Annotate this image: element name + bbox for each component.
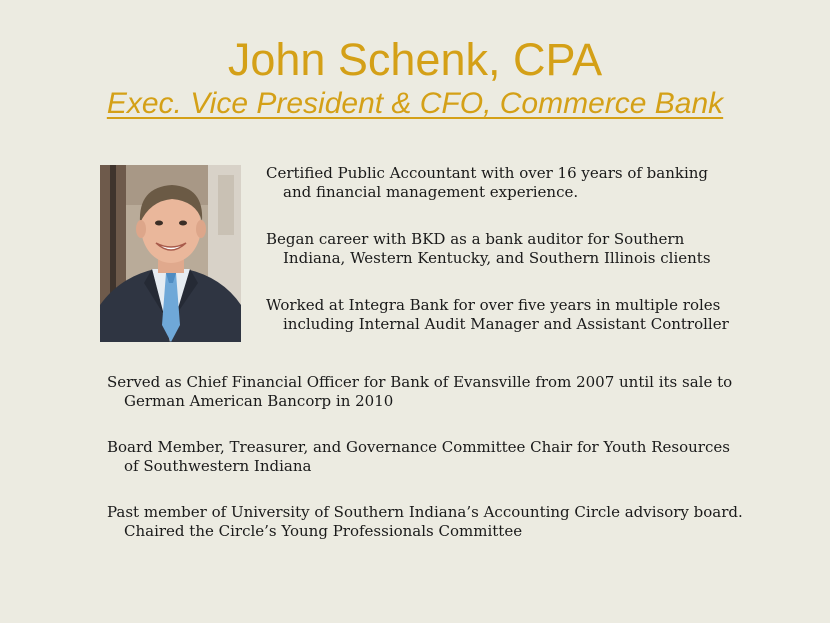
bullet-list-full-width — [107, 373, 747, 568]
slide-subtitle: Exec. Vice President & CFO, Commerce Bank — [106, 87, 724, 120]
bullet-usi-accounting-circle: Past member of University of Southern Indiana’s Accounting Circle advisory board. Chaired the Circle’s Young Professionals Committee — [107, 503, 743, 540]
bullet-bkd-career: Began career with BKD as a bank auditor for Southern Indiana, Western Kentucky, and Southern Illinois clients — [266, 230, 711, 267]
bullet-cpa-experience: Certified Public Accountant with over 16 years of banking and financial management experience. — [266, 164, 709, 201]
bullet-list-beside-photo — [266, 164, 736, 362]
bullet-youth-resources: Board Member, Treasurer, and Governance Committee Chair for Youth Resources of Southwestern Indiana — [107, 438, 730, 475]
bullet-cfo-bank-of-evansville: Served as Chief Financial Officer for Bank of Evansville from 2007 until its sale to German American Bancorp in 2010 — [107, 373, 733, 410]
bullet-integra-bank: Worked at Integra Bank for over five years in multiple roles including Internal Audit Manager and Assistant Controller — [266, 296, 729, 333]
headshot-photo — [100, 165, 241, 342]
slide-title: John Schenk, CPA — [227, 34, 603, 85]
